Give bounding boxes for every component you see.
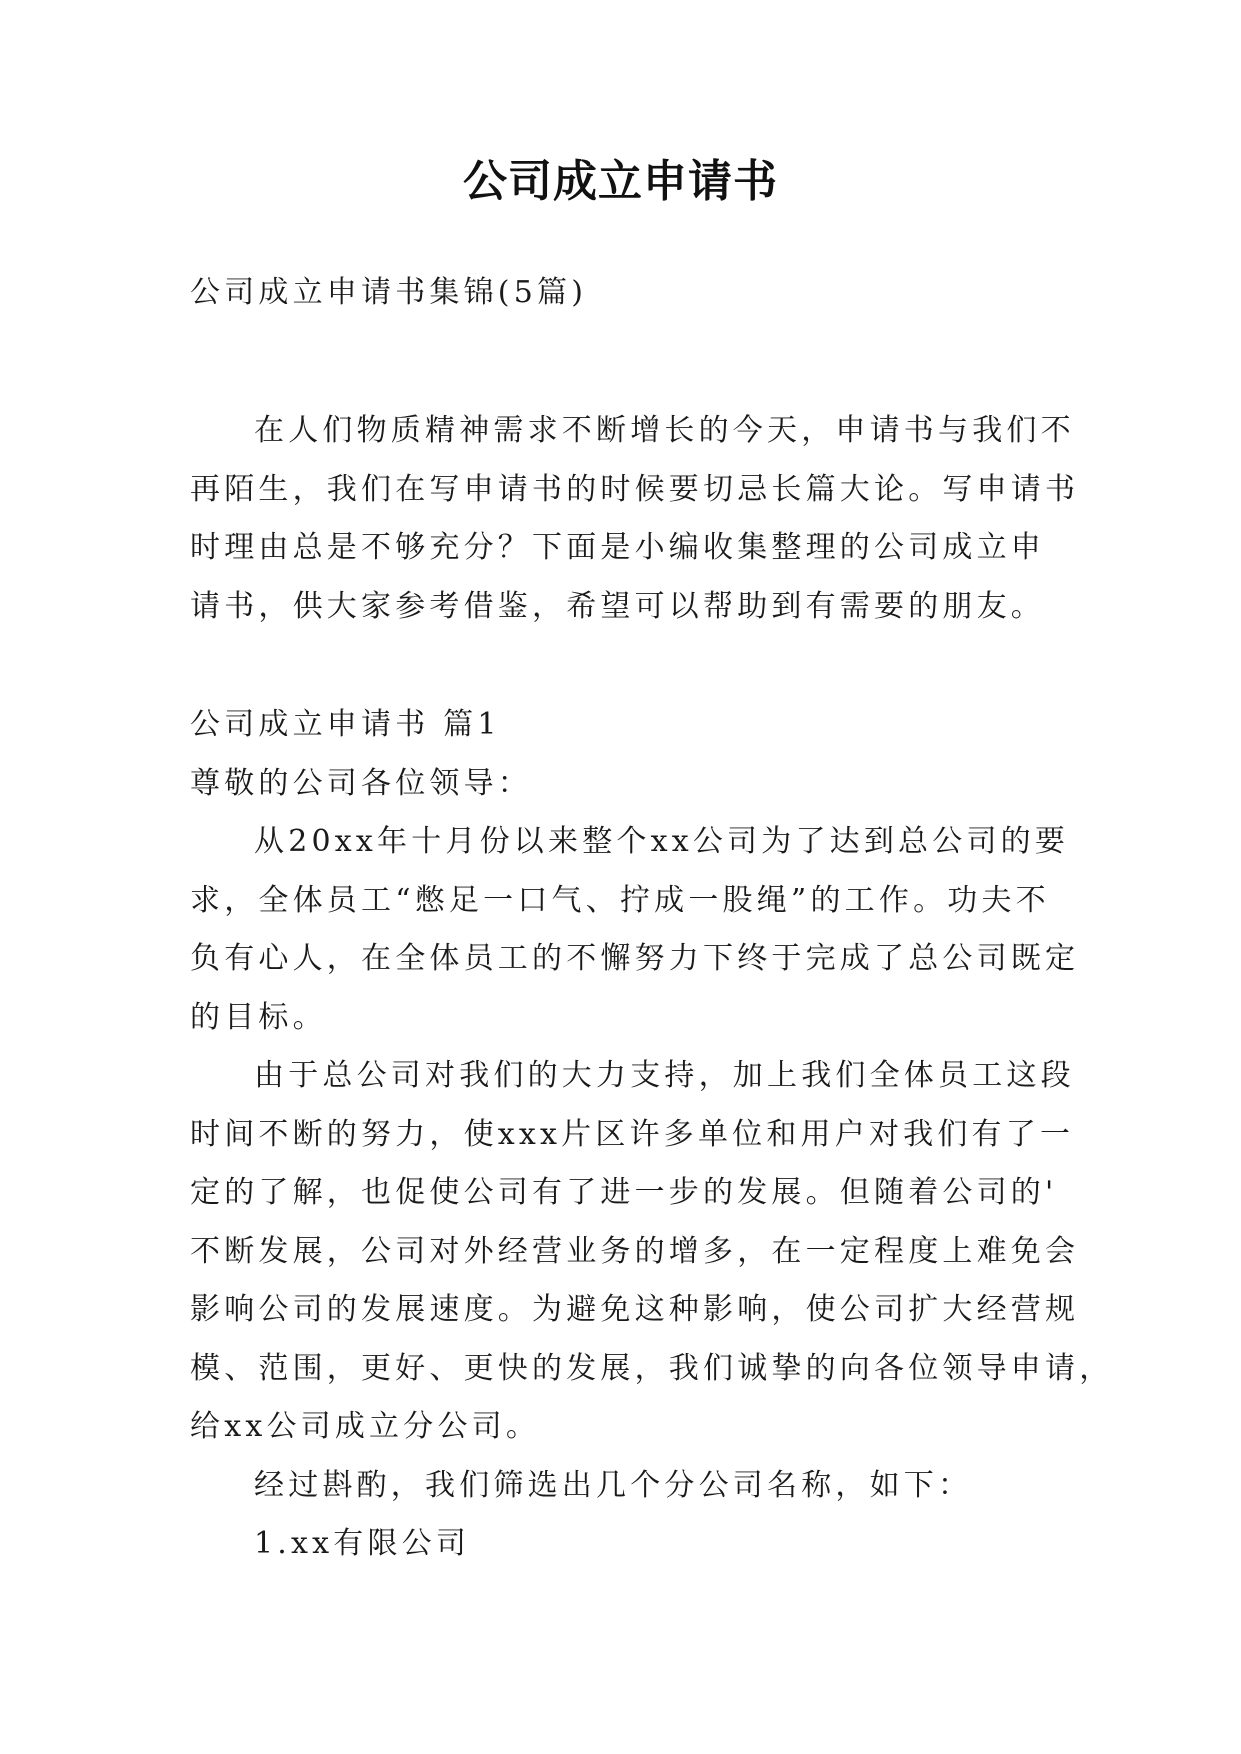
- paragraph3: 经过斟酌，我们筛选出几个分公司名称，如下：: [254, 1467, 973, 1503]
- intro-line: 在人们物质精神需求不断增长的今天，申请书与我们不: [254, 413, 1075, 448]
- paragraph2-line: 定的了解，也促使公司有了进一步的发展。但随着公司的': [190, 1175, 1058, 1210]
- piece-1-section: [190, 696, 1114, 1574]
- paragraph2-line: 由于总公司对我们的大力支持，加上我们全体员工这段: [254, 1058, 1075, 1093]
- document-title: 公司成立申请书: [463, 156, 778, 207]
- paragraph2-line: 不断发展，公司对外经营业务的增多，在一定程度上难免会: [190, 1233, 1080, 1269]
- subtitle-block: [190, 264, 1052, 323]
- paragraph1-line: 负有心人，在全体员工的不懈努力下终于完成了总公司既定: [190, 941, 1080, 976]
- section-heading: 公司成立申请书 篇1: [190, 707, 501, 742]
- paragraph2-line: 时间不断的努力，使xxx片区许多单位和用户对我们有了一: [190, 1116, 1075, 1152]
- paragraph2-line: 影响公司的发展速度。为避免这种影响，使公司扩大经营规: [190, 1292, 1080, 1327]
- intro-line: 请书，供大家参考借鉴，希望可以帮助到有需要的朋友。: [190, 588, 1045, 624]
- document-subtitle: 公司成立申请书集锦(5篇): [190, 275, 588, 310]
- intro-line: 时理由总是不够充分？下面是小编收集整理的公司成立申: [190, 530, 1045, 565]
- paragraph1-line: 从20xx年十月份以来整个xx公司为了达到总公司的要: [254, 824, 1070, 859]
- paragraph2-line: 模、范围，更好、更快的发展，我们诚挚的向各位领导申请，: [190, 1350, 1114, 1386]
- paragraph2-line: 给xx公司成立分公司。: [190, 1409, 541, 1444]
- list-item: 1.xx有限公司: [254, 1526, 471, 1561]
- intro-paragraph: [190, 402, 1080, 636]
- paragraph1-line: 的目标。: [190, 999, 327, 1035]
- paragraph1-line: 求，全体员工“憋足一口气、拧成一股绳”的工作。功夫不: [190, 882, 1050, 918]
- intro-line: 再陌生，我们在写申请书的时候要切忌长篇大论。写申请书: [190, 471, 1080, 507]
- salutation: 尊敬的公司各位领导：: [190, 765, 532, 801]
